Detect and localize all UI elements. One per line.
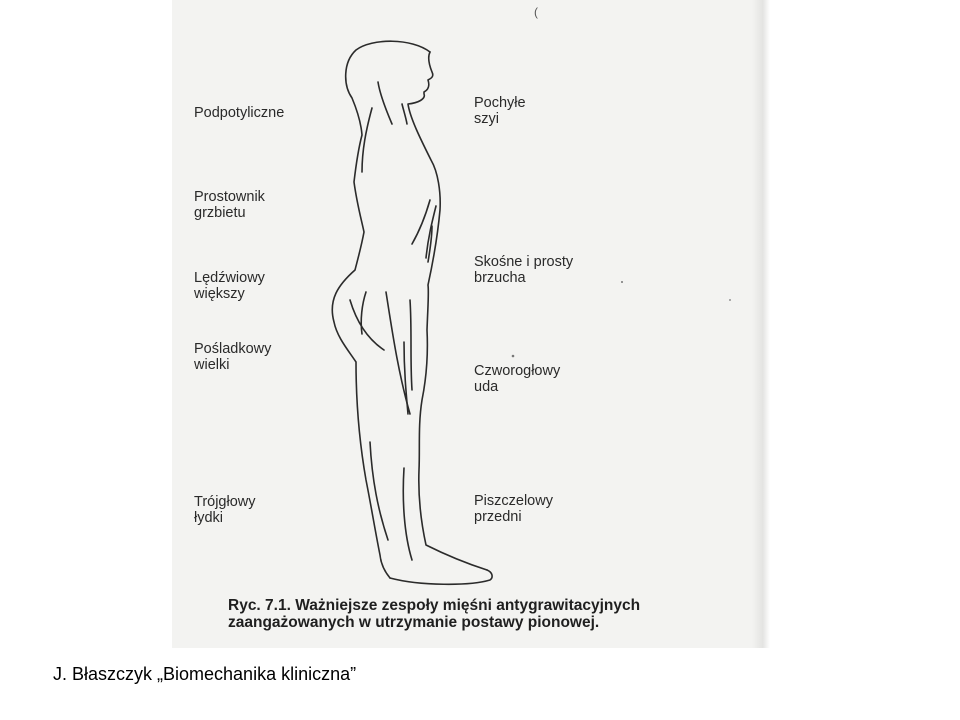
label-prostownik-grzbietu: Prostownik grzbietu: [194, 189, 265, 221]
label-piszczelowy-przedni: Piszczelowy przedni: [474, 493, 553, 525]
muscle-line-suboccipital: [378, 82, 392, 124]
caption-title: Ryc. 7.1.: [228, 597, 291, 614]
figure-caption: [228, 597, 768, 631]
body-outline-sole: [390, 570, 492, 584]
label-podpotyliczne: Podpotyliczne: [194, 105, 285, 121]
scan-speck: [729, 299, 731, 301]
muscle-line-quadriceps: [404, 342, 408, 414]
muscle-line-shin: [403, 468, 412, 560]
muscle-line-abdominal-1: [412, 200, 430, 244]
muscle-line-erector: [362, 108, 372, 172]
caption-text: Ważniejsze zespoły mięśni antygrawitacyjnych zaangażowanych w utrzymanie postawy pionowej.: [228, 597, 641, 631]
source-citation: J. Błaszczyk „Biomechanika kliniczna”: [53, 664, 357, 684]
label-ledzwiowy-wiekszy: Lędźwiowy większy: [194, 270, 265, 302]
scan-speck: [512, 355, 515, 358]
stray-mark: (: [534, 5, 538, 19]
label-czworoglowy-uda: Czworogłowy uda: [474, 363, 561, 395]
label-trojglowy-lydki: Trójgłowy łydki: [194, 494, 256, 526]
label-skosne-prosty-brzucha: Skośne i prosty brzucha: [474, 254, 574, 286]
muscle-line-calf: [370, 442, 388, 540]
body-outline-back: [332, 41, 430, 578]
label-pochyle-szyi: Pochyłe szyi: [474, 95, 526, 127]
scan-speck: [621, 281, 623, 283]
label-posladkowy-wielki: Pośladkowy wielki: [194, 341, 272, 373]
muscle-line-neck-front: [402, 104, 407, 124]
muscle-line-thigh-2: [410, 300, 412, 390]
muscle-line-gluteus: [350, 300, 384, 350]
